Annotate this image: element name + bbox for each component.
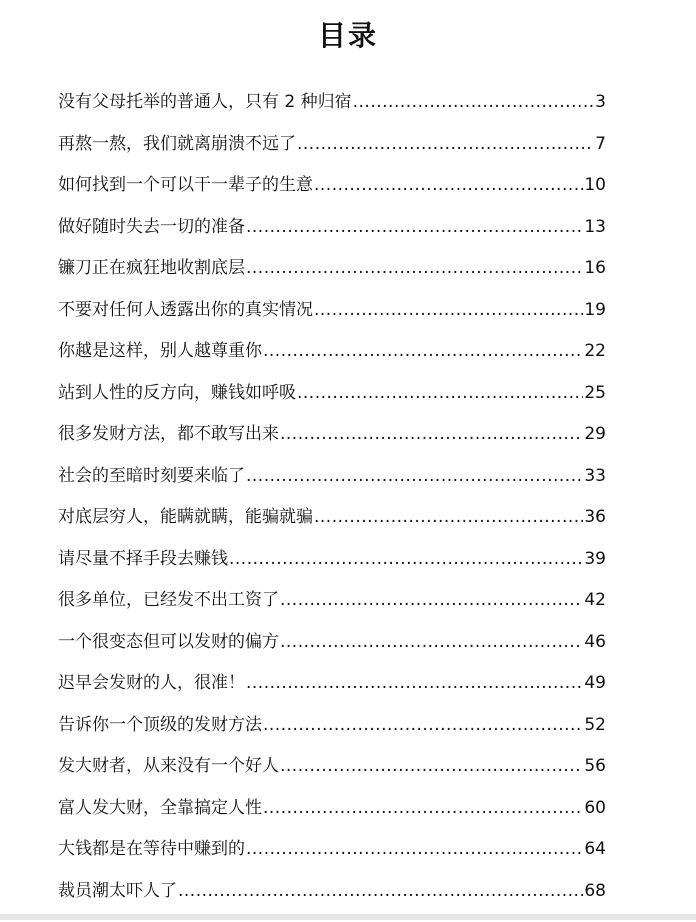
toc-entry-title: 没有父母托举的普通人，只有 2 种归宿	[58, 92, 352, 112]
toc-dot-leader	[297, 379, 583, 407]
toc-dot-leader	[280, 628, 583, 656]
toc-entry-page: 19	[584, 299, 606, 320]
toc-entry-page: 42	[584, 590, 606, 610]
toc-entry-page: 49	[584, 673, 606, 693]
toc-entry[interactable]	[58, 337, 606, 379]
toc-entry[interactable]	[58, 877, 606, 919]
toc-entry-title: 如何找到一个可以干一辈子的生意	[58, 175, 313, 195]
page-bottom-divider	[0, 914, 696, 920]
toc-entry[interactable]	[58, 503, 606, 545]
toc-entry-page: 68	[584, 880, 606, 901]
page-title: 目录	[317, 19, 378, 52]
toc-entry-title: 富人发大财，全靠搞定人性	[58, 797, 262, 818]
toc-dot-leader	[246, 213, 583, 241]
toc-dot-leader	[178, 877, 583, 905]
toc-entry-title: 再熬一熬，我们就离崩溃不远了	[58, 133, 296, 154]
toc-dot-leader	[280, 420, 583, 448]
toc-dot-leader	[263, 711, 583, 739]
toc-dot-leader	[314, 296, 583, 324]
toc-entry[interactable]	[58, 88, 606, 130]
toc-entry-title: 对底层穷人，能瞒就瞒，能骗就骗	[58, 507, 313, 527]
toc-dot-leader	[246, 254, 583, 282]
toc-entry-page: 64	[584, 839, 606, 859]
toc-entry[interactable]	[58, 254, 606, 296]
toc-entry-page: 16	[584, 258, 606, 278]
toc-entry-page: 25	[584, 382, 606, 403]
toc-entry[interactable]	[58, 835, 606, 877]
toc-entry[interactable]	[58, 296, 606, 338]
toc-entry-title: 发大财者，从来没有一个好人	[58, 756, 279, 776]
toc-entry-page: 22	[584, 341, 606, 361]
toc-entry-page: 36	[584, 507, 606, 527]
toc-dot-leader	[246, 835, 583, 863]
toc-entry-page: 39	[584, 548, 606, 569]
toc-entry-page: 29	[584, 424, 606, 444]
table-of-contents	[58, 88, 606, 918]
toc-entry[interactable]	[58, 711, 606, 753]
toc-entry[interactable]	[58, 586, 606, 628]
toc-entry-page: 60	[584, 797, 606, 818]
toc-entry-title: 很多单位，已经发不出工资了	[58, 590, 279, 610]
toc-entry[interactable]	[58, 545, 606, 587]
toc-entry-title: 很多发财方法，都不敢写出来	[58, 424, 279, 444]
toc-dot-leader	[353, 88, 595, 116]
toc-entry[interactable]	[58, 130, 606, 172]
toc-entry[interactable]	[58, 794, 606, 836]
toc-entry[interactable]	[58, 628, 606, 670]
toc-entry-title: 一个很变态但可以发财的偏方	[58, 631, 279, 652]
toc-entry-page: 33	[584, 465, 606, 486]
toc-dot-leader	[280, 752, 583, 780]
toc-entry[interactable]	[58, 669, 606, 711]
toc-entry[interactable]	[58, 213, 606, 255]
toc-dot-leader	[314, 171, 583, 199]
toc-entry-page: 46	[584, 631, 606, 652]
toc-dot-leader	[263, 337, 583, 365]
toc-dot-leader	[229, 545, 583, 573]
toc-dot-leader	[263, 794, 583, 822]
toc-entry-title: 迟早会发财的人，很准！	[58, 673, 245, 693]
toc-entry[interactable]	[58, 462, 606, 504]
toc-entry-title: 不要对任何人透露出你的真实情况	[58, 299, 313, 320]
toc-entry[interactable]	[58, 379, 606, 421]
toc-entry[interactable]	[58, 752, 606, 794]
toc-entry-title: 告诉你一个顶级的发财方法	[58, 714, 262, 735]
toc-entry-page: 52	[584, 714, 606, 735]
toc-dot-leader	[297, 130, 594, 158]
toc-dot-leader	[246, 462, 583, 490]
toc-entry-title: 站到人性的反方向，赚钱如呼吸	[58, 382, 296, 403]
toc-entry-page: 3	[595, 92, 606, 112]
toc-entry-page: 7	[595, 133, 606, 154]
toc-entry-page: 13	[584, 216, 606, 237]
toc-entry-title: 你越是这样，别人越尊重你	[58, 341, 262, 361]
toc-entry-title: 裁员潮太吓人了	[58, 880, 177, 901]
toc-entry-title: 镰刀正在疯狂地收割底层	[58, 258, 245, 278]
toc-entry-page: 56	[584, 756, 606, 776]
toc-dot-leader	[314, 503, 583, 531]
toc-dot-leader	[246, 669, 583, 697]
toc-entry[interactable]	[58, 171, 606, 213]
toc-dot-leader	[280, 586, 583, 614]
toc-entry[interactable]	[58, 420, 606, 462]
toc-entry-page: 10	[584, 175, 606, 195]
toc-entry-title: 做好随时失去一切的准备	[58, 216, 245, 237]
toc-entry-title: 大钱都是在等待中赚到的	[58, 839, 245, 859]
toc-entry-title: 请尽量不择手段去赚钱	[58, 548, 228, 569]
toc-entry-title: 社会的至暗时刻要来临了	[58, 465, 245, 486]
